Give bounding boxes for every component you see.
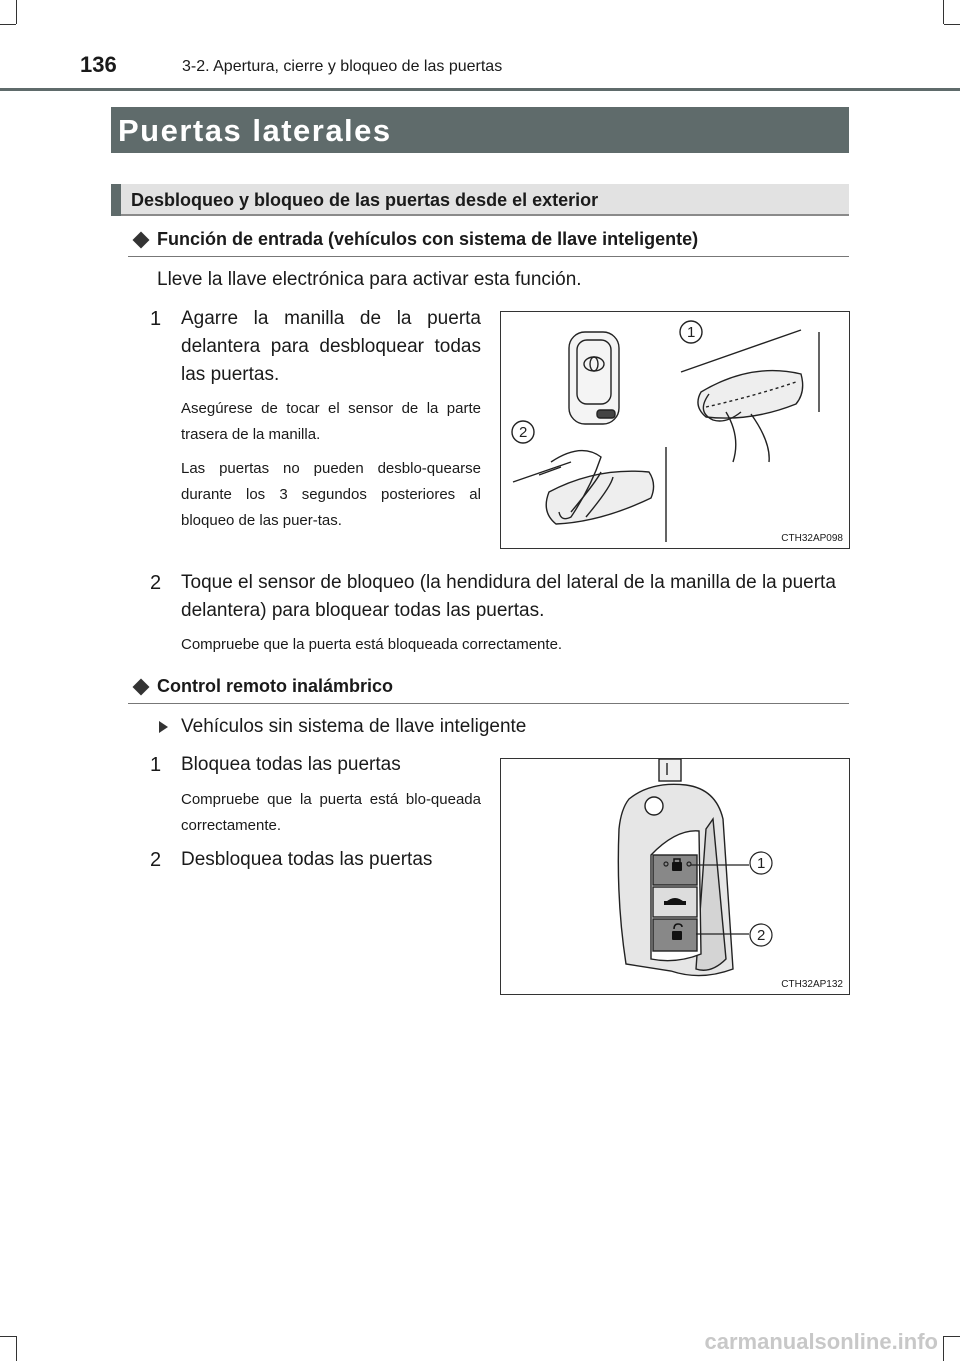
step-number: 1: [150, 754, 162, 776]
diamond-bullet-icon: [133, 232, 150, 249]
crop-mark: [943, 0, 944, 24]
remote-heading: Control remoto inalámbrico: [157, 676, 394, 696]
subsection-accent: [111, 184, 121, 216]
remote-condition: Vehículos sin sistema de llave inteligente: [181, 716, 527, 737]
entry-heading: Función de entrada (vehículos con sistema de llave inteligente): [157, 229, 699, 249]
chapter-title: 3-2. Apertura, cierre y bloqueo de las puertas: [182, 58, 503, 75]
heading-rule: [128, 256, 849, 257]
item1-text: Bloquea todas las puertas: [181, 754, 401, 775]
door-handle-illustration: [501, 312, 849, 548]
figure-code: CTH32AP132: [781, 979, 843, 990]
crop-mark: [16, 1336, 17, 1361]
arrow-bullet-icon: [159, 721, 168, 733]
page-number: 136: [80, 52, 117, 77]
subsection-title: Desbloqueo y bloqueo de las puertas desde el exterior: [131, 190, 599, 210]
step-number: 1: [150, 308, 162, 330]
watermark: carmanualsonline.info: [704, 1329, 938, 1354]
crop-mark: [943, 1336, 944, 1361]
step1-text: Agarre la manilla de la puerta delantera para desbloquear todas las puertas.: [181, 308, 481, 385]
entry-intro: Lleve la llave electrónica para activar esta función.: [157, 269, 582, 290]
callout-label: 1: [687, 324, 696, 341]
step1-note: Asegúrese de tocar el sensor de la parte trasera de la manilla.: [181, 400, 481, 443]
crop-mark: [944, 24, 960, 25]
crop-mark: [0, 24, 16, 25]
callout-label: 2: [757, 927, 766, 944]
item1-note: Compruebe que la puerta está blo-queada correctamente.: [181, 791, 481, 834]
crop-mark: [944, 1336, 960, 1337]
header-rule: [0, 88, 960, 91]
heading-rule: [128, 703, 849, 704]
crop-mark: [16, 0, 17, 24]
smart-key-figure: [500, 311, 850, 549]
figure-code: CTH32AP098: [781, 533, 843, 544]
remote-key-figure: [500, 758, 850, 995]
step2-text: Toque el sensor de bloqueo (la hendidura del lateral de la manilla de la puerta delantera) para bloquear todas las puertas.: [181, 572, 836, 621]
step-number: 2: [150, 572, 162, 594]
step1-note: Las puertas no pueden desblo-quearse durante los 3 segundos posteriores al bloqueo de las puer-tas.: [181, 460, 481, 529]
crop-mark: [0, 1336, 16, 1337]
callout-label: 1: [757, 855, 766, 872]
step2-note: Compruebe que la puerta está bloqueada correctamente.: [181, 636, 563, 653]
section-title: Puertas laterales: [118, 113, 392, 148]
diamond-bullet-icon: [133, 679, 150, 696]
remote-key-illustration: [501, 759, 849, 994]
item2-text: Desbloquea todas las puertas: [181, 849, 433, 870]
callout-label: 2: [519, 424, 528, 441]
step-number: 2: [150, 849, 162, 871]
